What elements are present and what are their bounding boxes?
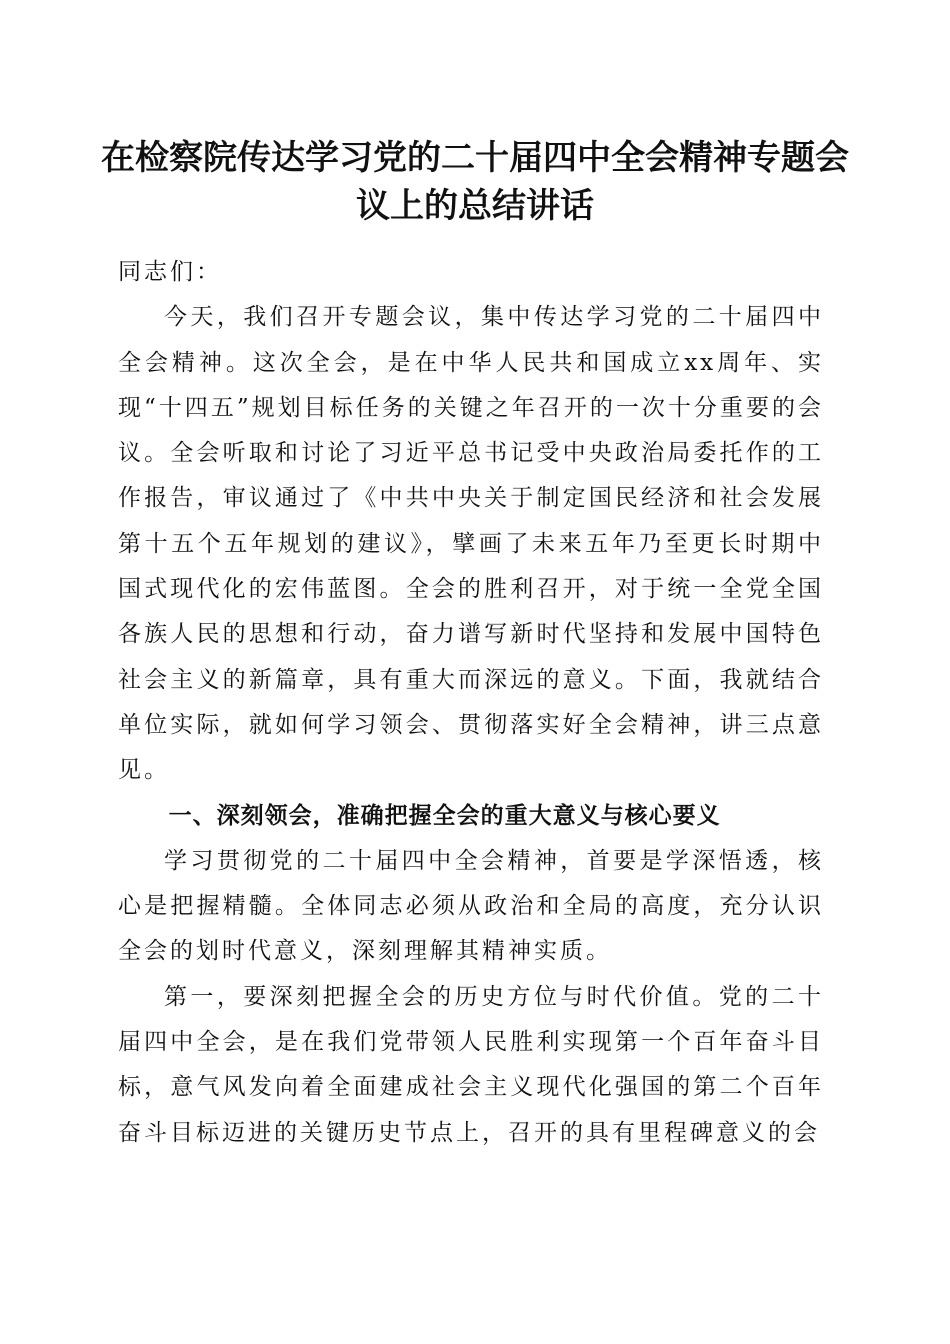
section-heading: 一、深刻领会，准确把握全会的重大意义与核心要义 [168, 802, 721, 829]
intro-paragraph: 今天，我们召开专题会议，集中传达学习党的二十届四中全会精神。这次全会，是在中华人民共和国成立xx周年、实现“十四五”规划目标任务的关键之年召开的一次十分重要的会议。全会听取和讨论了习近平总书记受中央政治局委托作的工作报告，审议通过了《中共中央关于制定国民经济和社会发展第十五个五年规划的建议》，擘画了未来五年乃至更长时期中国式现代化的宏伟蓝图。全会的胜利召开，对于统一全党全国各族人民的思想和行动，奋力谱写新时代坚持和发展中国特色社会主义的新篇章，具有重大而深远的意义。下面，我就结合单位实际，就如何学习领会、贯彻落实好全会精神，讲三点意见。 [118, 304, 824, 784]
greeting: 同志们： [118, 259, 222, 285]
section-paragraph: 第一，要深刻把握全会的历史方位与时代价值。党的二十届四中全会，是在我们党带领人民胜利实现第一个百年奋斗目标，意气风发向着全面建成社会主义现代化强国的第二个百年奋斗目标迈进的关键历史节点上，召开的具有里程碑意义的会 [118, 983, 824, 1146]
document-body [118, 250, 824, 1156]
document-title: 在检察院传达学习党的二十届四中全会精神专题会议上的总结讲话 [101, 138, 849, 226]
section-paragraph: 学习贯彻党的二十届四中全会精神，首要是学深悟透，核心是把握精髓。全体同志必须从政治和全局的高度，充分认识全会的划时代意义，深刻理解其精神实质。 [118, 847, 824, 965]
